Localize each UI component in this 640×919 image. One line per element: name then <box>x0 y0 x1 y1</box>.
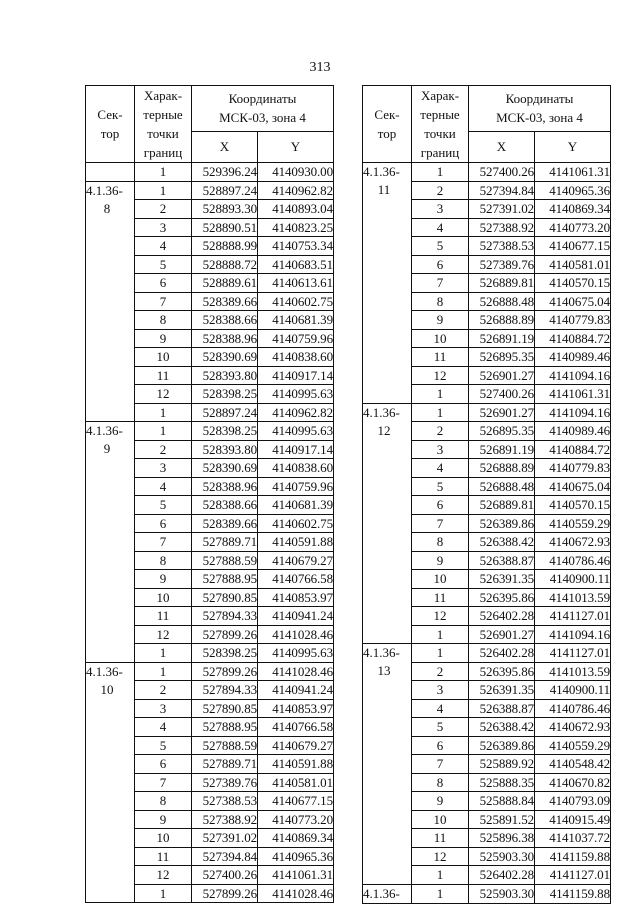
y-coordinate-cell: 4140962.82 <box>258 181 334 200</box>
point-number-cell: 3 <box>135 218 192 237</box>
point-number-cell: 2 <box>412 181 469 200</box>
x-coordinate-cell: 527388.53 <box>469 237 535 256</box>
y-coordinate-cell: 4140779.83 <box>535 459 611 478</box>
point-number-cell: 7 <box>412 755 469 774</box>
x-coordinate-cell: 526895.35 <box>469 422 535 441</box>
x-coordinate-cell: 527391.02 <box>469 200 535 219</box>
x-coordinate-cell: 526395.86 <box>469 588 535 607</box>
y-coordinate-cell: 4140995.63 <box>258 644 334 663</box>
point-number-cell: 1 <box>412 403 469 422</box>
point-number-cell: 5 <box>135 496 192 515</box>
y-coordinate-cell: 4140753.34 <box>258 237 334 256</box>
point-number-cell: 9 <box>412 792 469 811</box>
point-number-cell: 3 <box>135 459 192 478</box>
y-coordinate-cell: 4141094.16 <box>535 366 611 385</box>
header-coordinates: Координаты МСК-03, зона 4 <box>192 86 334 132</box>
y-coordinate-cell: 4140869.34 <box>258 829 334 848</box>
point-number-cell: 6 <box>135 755 192 774</box>
x-coordinate-cell: 527890.85 <box>192 588 258 607</box>
table-row <box>86 422 334 441</box>
point-number-cell: 4 <box>412 218 469 237</box>
y-coordinate-cell: 4141127.01 <box>535 866 611 885</box>
y-coordinate-cell: 4140853.97 <box>258 699 334 718</box>
x-coordinate-cell: 526402.28 <box>469 607 535 626</box>
y-coordinate-cell: 4140559.29 <box>535 514 611 533</box>
point-number-cell: 9 <box>412 311 469 330</box>
x-coordinate-cell: 526888.48 <box>469 477 535 496</box>
x-coordinate-cell: 526901.27 <box>469 403 535 422</box>
point-number-cell: 2 <box>412 422 469 441</box>
y-coordinate-cell: 4140672.93 <box>535 718 611 737</box>
x-coordinate-cell: 527894.33 <box>192 607 258 626</box>
x-coordinate-cell: 527389.76 <box>192 773 258 792</box>
x-coordinate-cell: 526388.87 <box>469 699 535 718</box>
point-number-cell: 12 <box>135 625 192 644</box>
y-coordinate-cell: 4140759.96 <box>258 477 334 496</box>
table-row <box>86 163 334 182</box>
x-coordinate-cell: 526888.89 <box>469 311 535 330</box>
y-coordinate-cell: 4140900.11 <box>535 681 611 700</box>
y-coordinate-cell: 4140917.14 <box>258 366 334 385</box>
point-number-cell: 1 <box>412 644 469 663</box>
y-coordinate-cell: 4140559.29 <box>535 736 611 755</box>
point-number-cell: 7 <box>412 514 469 533</box>
point-number-cell: 10 <box>412 810 469 829</box>
header-y: Y <box>535 131 611 162</box>
point-number-cell: 9 <box>412 551 469 570</box>
x-coordinate-cell: 526901.27 <box>469 366 535 385</box>
y-coordinate-cell: 4140681.39 <box>258 496 334 515</box>
y-coordinate-cell: 4140962.82 <box>258 403 334 422</box>
x-coordinate-cell: 526891.19 <box>469 329 535 348</box>
y-coordinate-cell: 4140613.61 <box>258 274 334 293</box>
y-coordinate-cell: 4140570.15 <box>535 496 611 515</box>
y-coordinate-cell: 4140786.46 <box>535 551 611 570</box>
table-row <box>363 644 611 663</box>
sector-cell: 4.1.36- 10 <box>86 662 135 903</box>
x-coordinate-cell: 526402.28 <box>469 644 535 663</box>
point-number-cell: 3 <box>412 200 469 219</box>
x-coordinate-cell: 527888.95 <box>192 570 258 589</box>
x-coordinate-cell: 528388.66 <box>192 311 258 330</box>
x-coordinate-cell: 528389.66 <box>192 514 258 533</box>
point-number-cell: 2 <box>135 681 192 700</box>
y-coordinate-cell: 4140759.96 <box>258 329 334 348</box>
table-row <box>86 662 334 681</box>
x-coordinate-cell: 528390.69 <box>192 348 258 367</box>
x-coordinate-cell: 528388.66 <box>192 496 258 515</box>
point-number-cell: 4 <box>135 718 192 737</box>
y-coordinate-cell: 4140766.58 <box>258 570 334 589</box>
x-coordinate-cell: 525896.38 <box>469 829 535 848</box>
y-coordinate-cell: 4140570.15 <box>535 274 611 293</box>
y-coordinate-cell: 4141061.31 <box>535 163 611 182</box>
y-coordinate-cell: 4141037.72 <box>535 829 611 848</box>
y-coordinate-cell: 4140900.11 <box>535 570 611 589</box>
point-number-cell: 5 <box>412 477 469 496</box>
point-number-cell: 8 <box>412 533 469 552</box>
header-y: Y <box>258 131 334 162</box>
x-coordinate-cell: 528888.72 <box>192 255 258 274</box>
x-coordinate-cell: 528389.66 <box>192 292 258 311</box>
point-number-cell: 5 <box>135 255 192 274</box>
point-number-cell: 9 <box>135 570 192 589</box>
sector-cell: 4.1.36- 9 <box>86 422 135 663</box>
y-coordinate-cell: 4140941.24 <box>258 681 334 700</box>
x-coordinate-cell: 527889.71 <box>192 755 258 774</box>
point-number-cell: 6 <box>412 496 469 515</box>
x-coordinate-cell: 526888.48 <box>469 292 535 311</box>
x-coordinate-cell: 527888.59 <box>192 551 258 570</box>
y-coordinate-cell: 4140915.49 <box>535 810 611 829</box>
x-coordinate-cell: 526895.35 <box>469 348 535 367</box>
x-coordinate-cell: 526388.42 <box>469 533 535 552</box>
y-coordinate-cell: 4140581.01 <box>258 773 334 792</box>
y-coordinate-cell: 4140779.83 <box>535 311 611 330</box>
x-coordinate-cell: 527888.59 <box>192 736 258 755</box>
point-number-cell: 1 <box>135 403 192 422</box>
x-coordinate-cell: 528888.99 <box>192 237 258 256</box>
point-number-cell: 9 <box>135 329 192 348</box>
sector-cell <box>86 163 135 182</box>
point-number-cell: 3 <box>135 699 192 718</box>
point-number-cell: 2 <box>135 440 192 459</box>
point-number-cell: 6 <box>135 514 192 533</box>
header-sector: Сек- тор <box>86 86 135 163</box>
y-coordinate-cell: 4140681.39 <box>258 311 334 330</box>
x-coordinate-cell: 527388.53 <box>192 792 258 811</box>
table-row <box>363 163 611 182</box>
point-number-cell: 5 <box>412 718 469 737</box>
y-coordinate-cell: 4140893.04 <box>258 200 334 219</box>
x-coordinate-cell: 527400.26 <box>469 163 535 182</box>
x-coordinate-cell: 526395.86 <box>469 662 535 681</box>
point-number-cell: 12 <box>412 607 469 626</box>
y-coordinate-cell: 4140548.42 <box>535 755 611 774</box>
point-number-cell: 7 <box>135 292 192 311</box>
y-coordinate-cell: 4140683.51 <box>258 255 334 274</box>
y-coordinate-cell: 4140853.97 <box>258 588 334 607</box>
point-number-cell: 4 <box>135 477 192 496</box>
y-coordinate-cell: 4141013.59 <box>535 588 611 607</box>
x-coordinate-cell: 528393.80 <box>192 366 258 385</box>
x-coordinate-cell: 526889.81 <box>469 496 535 515</box>
point-number-cell: 10 <box>412 329 469 348</box>
x-coordinate-cell: 527899.26 <box>192 662 258 681</box>
y-coordinate-cell: 4140989.46 <box>535 348 611 367</box>
x-coordinate-cell: 527400.26 <box>469 385 535 404</box>
sector-cell: 4.1.36- 13 <box>363 644 412 885</box>
point-number-cell: 10 <box>412 570 469 589</box>
y-coordinate-cell: 4140591.88 <box>258 533 334 552</box>
y-coordinate-cell: 4140838.60 <box>258 348 334 367</box>
point-number-cell: 8 <box>412 773 469 792</box>
point-number-cell: 11 <box>135 607 192 626</box>
point-number-cell: 9 <box>135 810 192 829</box>
point-number-cell: 7 <box>135 773 192 792</box>
point-number-cell: 1 <box>412 866 469 885</box>
y-coordinate-cell: 4140838.60 <box>258 459 334 478</box>
x-coordinate-cell: 526391.35 <box>469 570 535 589</box>
point-number-cell: 7 <box>135 533 192 552</box>
sector-cell: 4.1.36- 11 <box>363 163 412 404</box>
y-coordinate-cell: 4141061.31 <box>258 866 334 885</box>
point-number-cell: 5 <box>135 736 192 755</box>
y-coordinate-cell: 4140930.00 <box>258 163 334 182</box>
y-coordinate-cell: 4140786.46 <box>535 699 611 718</box>
y-coordinate-cell: 4140602.75 <box>258 292 334 311</box>
x-coordinate-cell: 526889.81 <box>469 274 535 293</box>
point-number-cell: 1 <box>135 181 192 200</box>
y-coordinate-cell: 4141127.01 <box>535 644 611 663</box>
y-coordinate-cell: 4141094.16 <box>535 625 611 644</box>
sector-cell: 4.1.36- <box>363 884 412 903</box>
point-number-cell: 1 <box>135 884 192 903</box>
x-coordinate-cell: 527889.71 <box>192 533 258 552</box>
x-coordinate-cell: 528897.24 <box>192 403 258 422</box>
y-coordinate-cell: 4141127.01 <box>535 607 611 626</box>
y-coordinate-cell: 4140679.27 <box>258 736 334 755</box>
y-coordinate-cell: 4140941.24 <box>258 607 334 626</box>
point-number-cell: 2 <box>412 662 469 681</box>
x-coordinate-cell: 525903.30 <box>469 884 535 903</box>
x-coordinate-cell: 527899.26 <box>192 625 258 644</box>
table-row <box>363 884 611 903</box>
point-number-cell: 12 <box>412 366 469 385</box>
y-coordinate-cell: 4140995.63 <box>258 422 334 441</box>
point-number-cell: 1 <box>135 163 192 182</box>
x-coordinate-cell: 526402.28 <box>469 866 535 885</box>
x-coordinate-cell: 527394.84 <box>469 181 535 200</box>
y-coordinate-cell: 4140672.93 <box>535 533 611 552</box>
point-number-cell: 11 <box>412 829 469 848</box>
x-coordinate-cell: 525891.52 <box>469 810 535 829</box>
y-coordinate-cell: 4140884.72 <box>535 440 611 459</box>
x-coordinate-cell: 527888.95 <box>192 718 258 737</box>
point-number-cell: 8 <box>135 792 192 811</box>
header-sector: Сек- тор <box>363 86 412 163</box>
x-coordinate-cell: 528398.25 <box>192 422 258 441</box>
y-coordinate-cell: 4140602.75 <box>258 514 334 533</box>
header-characteristic-points: Харак- терные точки границ <box>412 86 469 163</box>
point-number-cell: 3 <box>412 681 469 700</box>
x-coordinate-cell: 526901.27 <box>469 625 535 644</box>
point-number-cell: 10 <box>135 588 192 607</box>
point-number-cell: 6 <box>412 255 469 274</box>
x-coordinate-cell: 527894.33 <box>192 681 258 700</box>
table-row <box>363 403 611 422</box>
y-coordinate-cell: 4140965.36 <box>535 181 611 200</box>
y-coordinate-cell: 4140670.82 <box>535 773 611 792</box>
x-coordinate-cell: 527391.02 <box>192 829 258 848</box>
coordinates-table-left <box>85 85 334 903</box>
y-coordinate-cell: 4140965.36 <box>258 847 334 866</box>
y-coordinate-cell: 4140581.01 <box>535 255 611 274</box>
y-coordinate-cell: 4140995.63 <box>258 385 334 404</box>
point-number-cell: 8 <box>412 292 469 311</box>
point-number-cell: 10 <box>135 829 192 848</box>
x-coordinate-cell: 526389.86 <box>469 736 535 755</box>
point-number-cell: 11 <box>135 847 192 866</box>
header-x: X <box>469 131 535 162</box>
x-coordinate-cell: 527899.26 <box>192 884 258 903</box>
coordinates-table-right <box>362 85 611 904</box>
x-coordinate-cell: 527400.26 <box>192 866 258 885</box>
y-coordinate-cell: 4140677.15 <box>258 792 334 811</box>
x-coordinate-cell: 528398.25 <box>192 385 258 404</box>
y-coordinate-cell: 4140675.04 <box>535 477 611 496</box>
point-number-cell: 8 <box>135 311 192 330</box>
x-coordinate-cell: 528390.69 <box>192 459 258 478</box>
point-number-cell: 11 <box>412 588 469 607</box>
point-number-cell: 1 <box>135 644 192 663</box>
sector-cell: 4.1.36- 12 <box>363 403 412 644</box>
point-number-cell: 10 <box>135 348 192 367</box>
y-coordinate-cell: 4141094.16 <box>535 403 611 422</box>
x-coordinate-cell: 525888.84 <box>469 792 535 811</box>
y-coordinate-cell: 4141028.46 <box>258 884 334 903</box>
x-coordinate-cell: 526391.35 <box>469 681 535 700</box>
header-x: X <box>192 131 258 162</box>
x-coordinate-cell: 526389.86 <box>469 514 535 533</box>
point-number-cell: 12 <box>412 847 469 866</box>
x-coordinate-cell: 526888.89 <box>469 459 535 478</box>
page-number: 313 <box>309 60 331 75</box>
point-number-cell: 1 <box>135 422 192 441</box>
header-coordinates: Координаты МСК-03, зона 4 <box>469 86 611 132</box>
point-number-cell: 7 <box>412 274 469 293</box>
point-number-cell: 1 <box>412 385 469 404</box>
x-coordinate-cell: 528398.25 <box>192 644 258 663</box>
y-coordinate-cell: 4140773.20 <box>258 810 334 829</box>
y-coordinate-cell: 4140869.34 <box>535 200 611 219</box>
point-number-cell: 12 <box>135 385 192 404</box>
y-coordinate-cell: 4141028.46 <box>258 662 334 681</box>
y-coordinate-cell: 4140793.09 <box>535 792 611 811</box>
sector-cell: 4.1.36- 8 <box>86 181 135 422</box>
point-number-cell: 11 <box>412 348 469 367</box>
x-coordinate-cell: 528388.96 <box>192 329 258 348</box>
point-number-cell: 6 <box>412 736 469 755</box>
point-number-cell: 2 <box>135 200 192 219</box>
point-number-cell: 1 <box>135 662 192 681</box>
table-row <box>86 181 334 200</box>
y-coordinate-cell: 4140884.72 <box>535 329 611 348</box>
x-coordinate-cell: 527389.76 <box>469 255 535 274</box>
x-coordinate-cell: 526388.87 <box>469 551 535 570</box>
point-number-cell: 1 <box>412 625 469 644</box>
x-coordinate-cell: 528893.30 <box>192 200 258 219</box>
x-coordinate-cell: 526891.19 <box>469 440 535 459</box>
x-coordinate-cell: 528889.61 <box>192 274 258 293</box>
y-coordinate-cell: 4140989.46 <box>535 422 611 441</box>
header-characteristic-points: Харак- терные точки границ <box>135 86 192 163</box>
point-number-cell: 1 <box>412 884 469 903</box>
x-coordinate-cell: 525888.35 <box>469 773 535 792</box>
x-coordinate-cell: 529396.24 <box>192 163 258 182</box>
y-coordinate-cell: 4140823.25 <box>258 218 334 237</box>
point-number-cell: 12 <box>135 866 192 885</box>
x-coordinate-cell: 527388.92 <box>192 810 258 829</box>
point-number-cell: 4 <box>135 237 192 256</box>
y-coordinate-cell: 4140773.20 <box>535 218 611 237</box>
y-coordinate-cell: 4140591.88 <box>258 755 334 774</box>
point-number-cell: 6 <box>135 274 192 293</box>
x-coordinate-cell: 527388.92 <box>469 218 535 237</box>
x-coordinate-cell: 527394.84 <box>192 847 258 866</box>
x-coordinate-cell: 528393.80 <box>192 440 258 459</box>
x-coordinate-cell: 528890.51 <box>192 218 258 237</box>
point-number-cell: 11 <box>135 366 192 385</box>
y-coordinate-cell: 4141028.46 <box>258 625 334 644</box>
x-coordinate-cell: 525889.92 <box>469 755 535 774</box>
point-number-cell: 1 <box>412 163 469 182</box>
point-number-cell: 8 <box>135 551 192 570</box>
point-number-cell: 4 <box>412 699 469 718</box>
y-coordinate-cell: 4141013.59 <box>535 662 611 681</box>
point-number-cell: 3 <box>412 440 469 459</box>
y-coordinate-cell: 4140679.27 <box>258 551 334 570</box>
x-coordinate-cell: 528897.24 <box>192 181 258 200</box>
y-coordinate-cell: 4140917.14 <box>258 440 334 459</box>
y-coordinate-cell: 4141159.88 <box>535 847 611 866</box>
point-number-cell: 4 <box>412 459 469 478</box>
x-coordinate-cell: 527890.85 <box>192 699 258 718</box>
y-coordinate-cell: 4140766.58 <box>258 718 334 737</box>
x-coordinate-cell: 528388.96 <box>192 477 258 496</box>
x-coordinate-cell: 525903.30 <box>469 847 535 866</box>
y-coordinate-cell: 4141159.88 <box>535 884 611 903</box>
y-coordinate-cell: 4140675.04 <box>535 292 611 311</box>
point-number-cell: 5 <box>412 237 469 256</box>
y-coordinate-cell: 4141061.31 <box>535 385 611 404</box>
y-coordinate-cell: 4140677.15 <box>535 237 611 256</box>
x-coordinate-cell: 526388.42 <box>469 718 535 737</box>
